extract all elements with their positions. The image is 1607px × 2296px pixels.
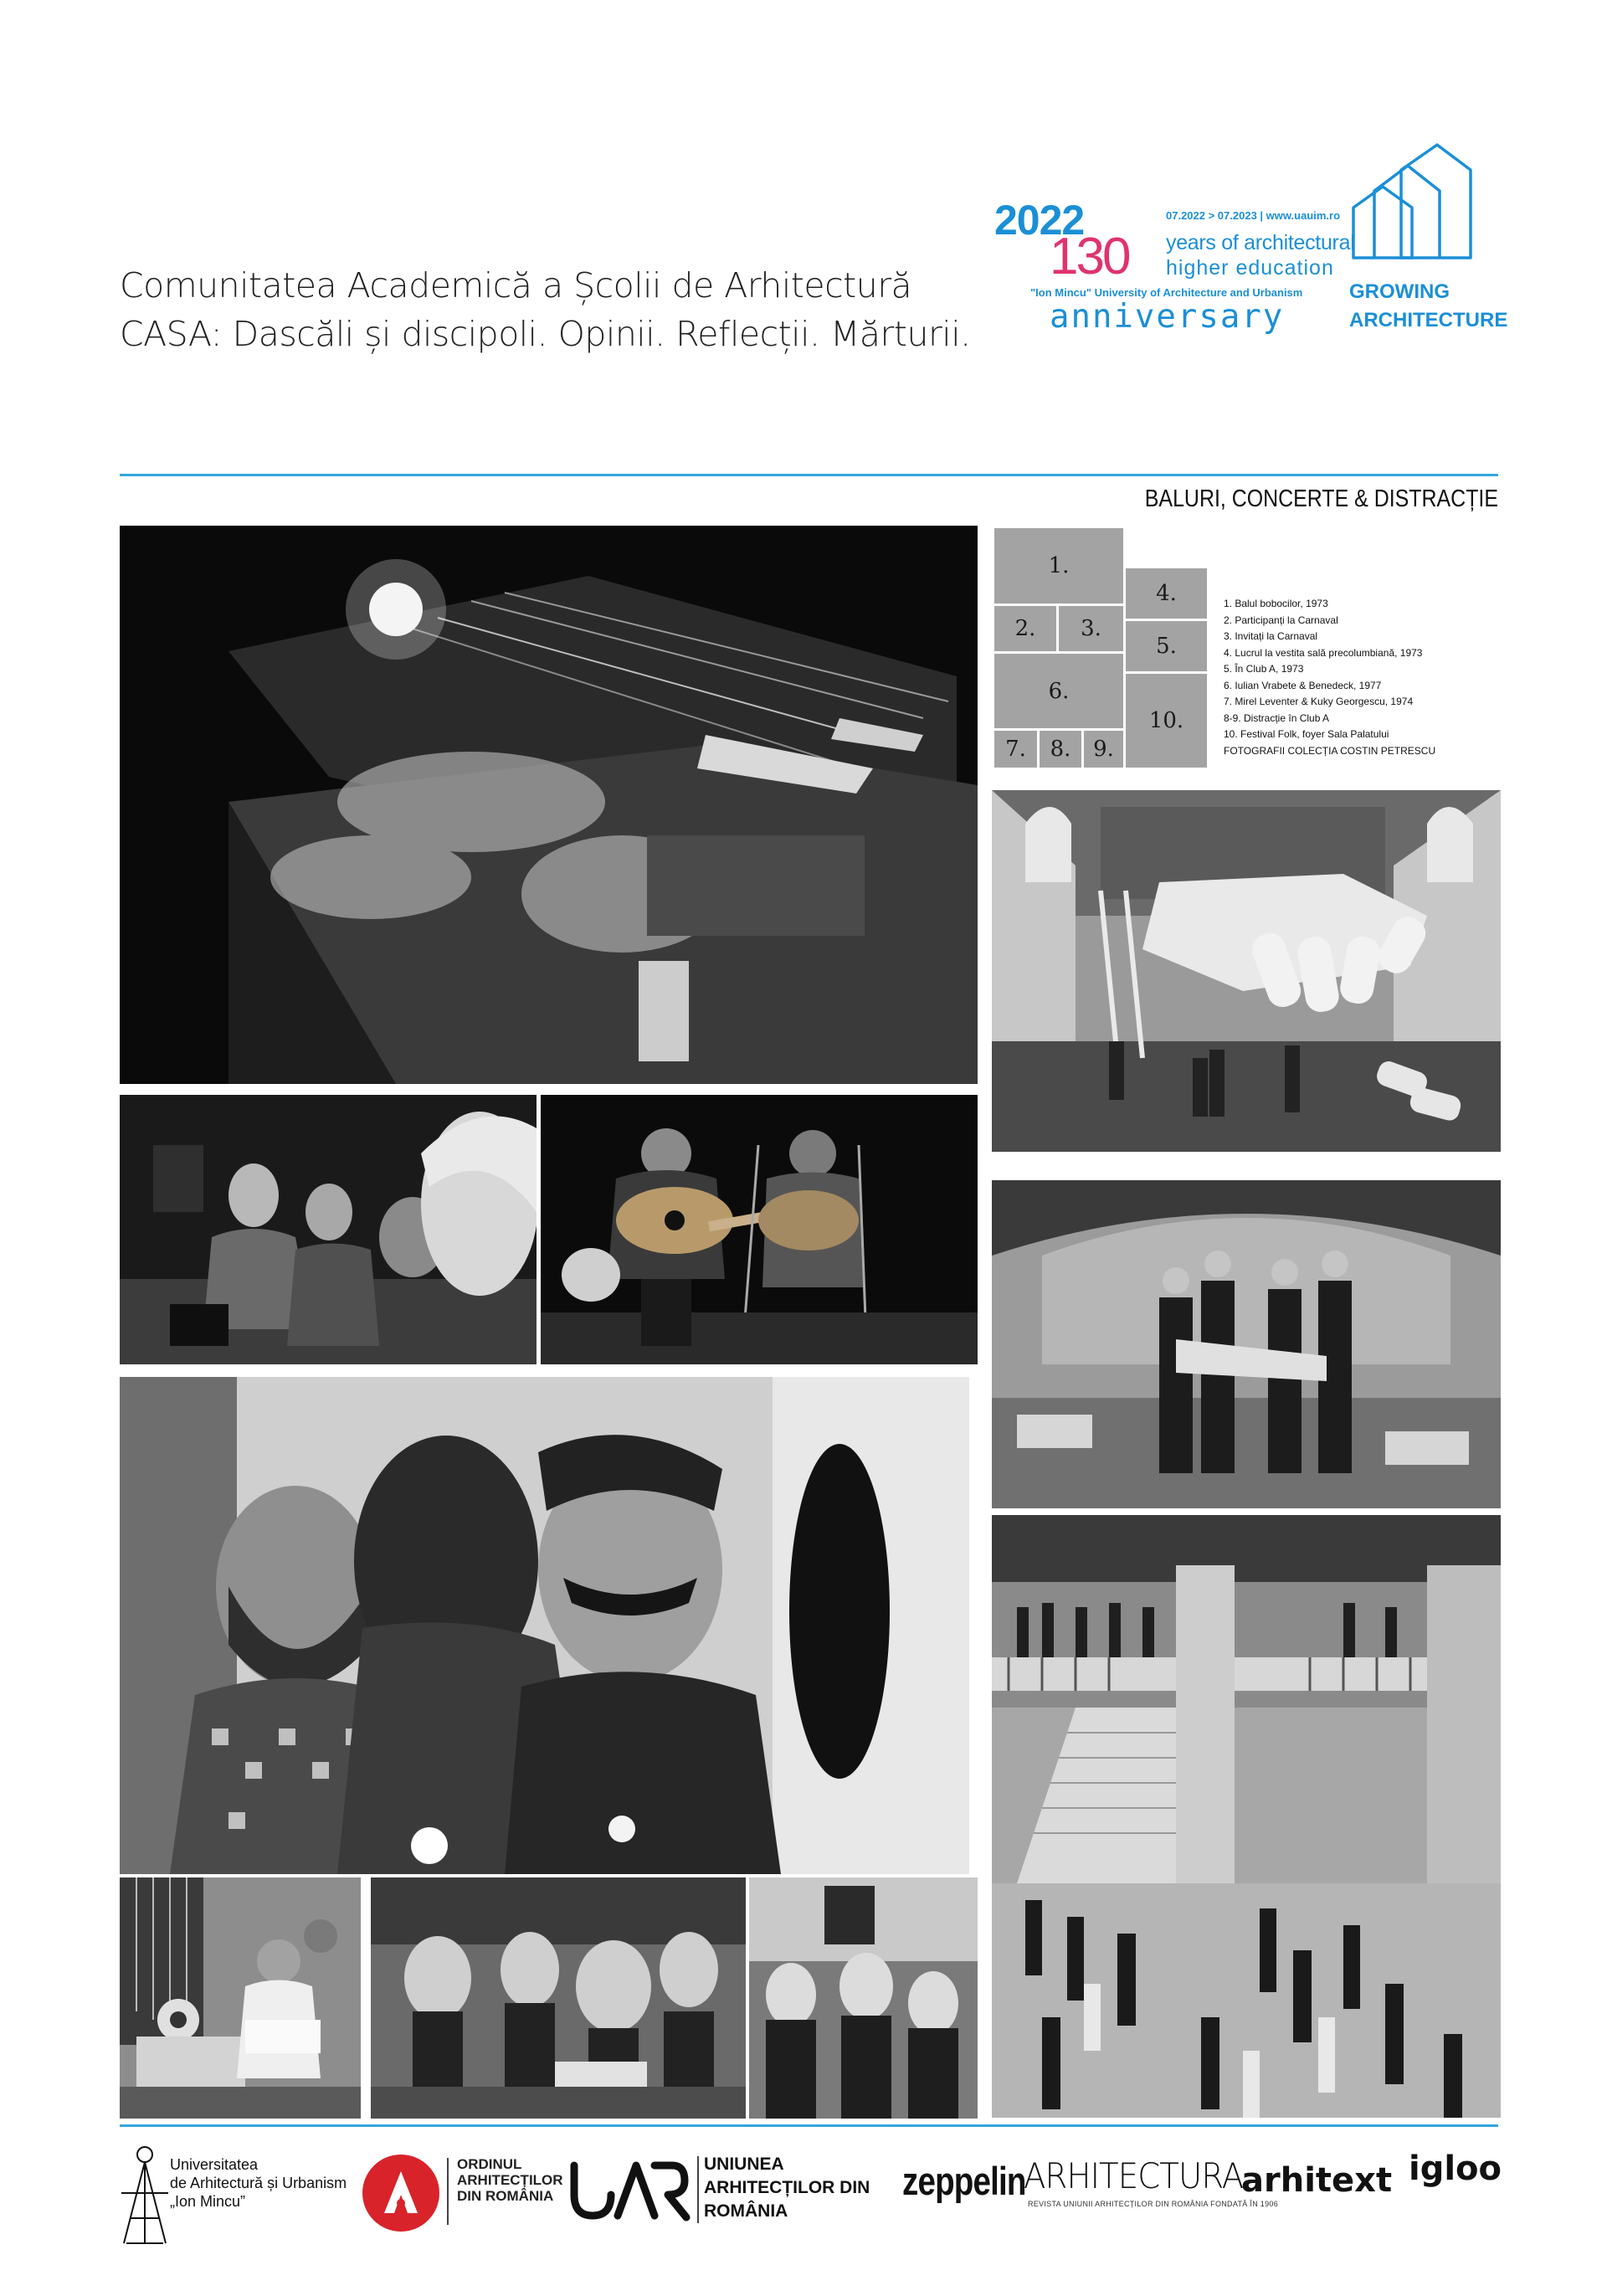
caption-7: 7. Mirel Leventer & Kuky Georgescu, 1974	[1224, 696, 1414, 707]
anniversary-year: 2022	[994, 197, 1085, 244]
uar-divider	[697, 2156, 699, 2223]
grid-cell-1: 1.	[992, 526, 1126, 606]
oar-line3: DIN ROMÂNIA	[457, 2188, 554, 2204]
caption-6: 6. Iulian Vrabete & Benedeck, 1977	[1224, 679, 1382, 691]
section-title: BALURI, CONCERTE & DISTRACȚIE	[1144, 485, 1498, 512]
uar-name	[704, 2153, 870, 2223]
photo-5-club-a	[992, 1180, 1501, 1508]
uar-emblem-icon	[567, 2157, 693, 2224]
uauim-line3: „Ion Mincu”	[170, 2193, 246, 2210]
growing-architecture-text	[1349, 278, 1507, 335]
oar-divider	[447, 2158, 449, 2225]
top-divider	[120, 474, 1498, 476]
growing-line1: GROWING	[1349, 280, 1450, 303]
anniversary-line2: higher education	[1166, 256, 1334, 280]
photo-2-participanti-carnaval	[120, 1095, 537, 1364]
caption-5: 5. În Club A, 1973	[1224, 663, 1304, 675]
photo-grid-key	[992, 526, 1209, 770]
photo-1-balul-bobocilor	[120, 526, 978, 1084]
grid-cell-5: 5.	[1123, 619, 1209, 674]
uauim-line2: de Arhitectură și Urbanism	[170, 2175, 347, 2191]
oar-logo	[361, 2153, 563, 2245]
uauim-line1: Universitatea	[170, 2156, 259, 2173]
photo-7-mirel-leventer-kuky-georgescu	[120, 1877, 361, 2119]
photo-4-sala-precolumbiana	[992, 790, 1501, 1152]
grid-cell-6: 6.	[992, 651, 1126, 731]
houses-icon	[1349, 141, 1475, 266]
anniversary-word: anniversary	[1050, 298, 1285, 336]
arhitext-logo: arhitext	[1241, 2161, 1393, 2200]
grid-cell-2: 2.	[992, 604, 1059, 654]
uar-line2: ARHITECȚILOR DIN	[704, 2178, 870, 2197]
anniversary-university: "Ion Mincu" University of Architecture and Urbanism	[1030, 286, 1303, 299]
caption-8: 8-9. Distracție în Club A	[1224, 711, 1330, 724]
anniversary-logo	[994, 189, 1355, 348]
caption-4: 4. Lucrul la vestita sală precolumbiană, 1973	[1224, 646, 1423, 659]
zeppelin-logo: zeppelin	[902, 2159, 1026, 2203]
uar-line1: UNIUNEA	[704, 2155, 784, 2174]
grid-cell-4: 4.	[1123, 566, 1209, 621]
page-title	[120, 261, 999, 358]
title-line-1: Comunitatea Academică a Școlii de Arhitectură	[120, 265, 912, 306]
bottom-divider	[120, 2124, 1498, 2127]
grid-cell-8: 8.	[1037, 728, 1084, 770]
grid-cell-7: 7.	[992, 728, 1040, 770]
uauim-name	[170, 2155, 347, 2211]
growing-line2: ARCHITECTURE	[1349, 309, 1508, 331]
photo-8-distractie-club-a	[371, 1877, 746, 2119]
photo-9-distractie-club-a	[749, 1877, 978, 2119]
uauim-logo	[120, 2143, 362, 2260]
photo-6-iulian-vrabete-benedeck	[120, 1377, 969, 1874]
grid-cell-3: 3.	[1056, 604, 1126, 654]
oar-line2: ARHITECȚILOR	[457, 2172, 563, 2188]
anniversary-line1: years of architectural	[1166, 231, 1355, 254]
oar-emblem-icon	[361, 2153, 441, 2233]
title-line-2: CASA: Dascăli și discipoli. Opinii. Reflecții. Mărturii.	[120, 314, 971, 354]
photo-3-invitati-carnaval	[541, 1095, 978, 1364]
oar-name	[457, 2156, 563, 2204]
uar-line3: ROMÂNIA	[704, 2201, 788, 2221]
uar-logo	[567, 2153, 870, 2245]
grid-cell-10: 10.	[1123, 671, 1209, 770]
photo-captions	[1224, 596, 1491, 759]
igloo-logo: igloo	[1409, 2150, 1502, 2188]
growing-architecture-logo	[1348, 141, 1507, 342]
uauim-emblem-icon	[120, 2143, 170, 2252]
caption-3: 3. Invitați la Carnaval	[1224, 630, 1318, 642]
caption-1: 1. Balul bobocilor, 1973	[1224, 598, 1328, 609]
footer-partner-logos	[120, 2143, 1501, 2268]
caption-9: 10. Festival Folk, foyer Sala Palatului	[1224, 728, 1389, 740]
arhitectura-subtitle: REVISTA UNIUNII ARHITECȚILOR DIN ROMÂNIA FONDATĂ ÎN 1906	[1028, 2200, 1279, 2208]
anniversary-number: 130	[1050, 228, 1129, 285]
photo-10-festival-folk	[992, 1515, 1501, 2118]
caption-2: 2. Participanți la Carnaval	[1224, 614, 1338, 626]
oar-line1: ORDINUL	[457, 2156, 522, 2172]
caption-credit: FOTOGRAFII COLECȚIA COSTIN PETRESCU	[1224, 744, 1436, 757]
arhitectura-logo: ARHITECTURA	[1024, 2155, 1244, 2196]
grid-cell-9: 9.	[1081, 728, 1126, 770]
anniversary-dates: 07.2022 > 07.2023 | www.uauim.ro	[1166, 209, 1341, 222]
